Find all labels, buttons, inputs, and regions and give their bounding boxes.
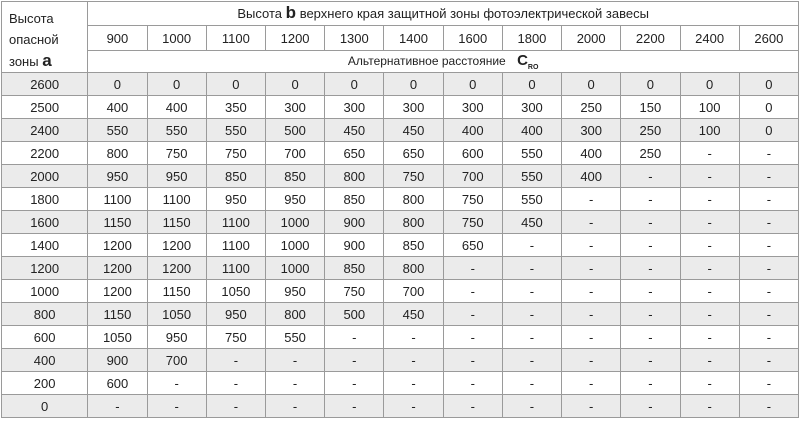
table-cell: - bbox=[443, 303, 502, 326]
table-cell: 600 bbox=[88, 372, 147, 395]
table-cell: 800 bbox=[88, 142, 147, 165]
table-cell: 0 bbox=[621, 73, 680, 96]
table-cell: 0 bbox=[739, 96, 798, 119]
table-cell: 750 bbox=[325, 280, 384, 303]
table-cell: - bbox=[680, 303, 739, 326]
table-cell: - bbox=[680, 280, 739, 303]
table-cell: - bbox=[325, 326, 384, 349]
table-cell: 900 bbox=[88, 349, 147, 372]
table-cell: - bbox=[739, 372, 798, 395]
table-cell: - bbox=[325, 395, 384, 418]
column-header: 1600 bbox=[443, 25, 502, 51]
table-cell: - bbox=[502, 280, 561, 303]
table-cell: - bbox=[502, 303, 561, 326]
table-cell: - bbox=[325, 349, 384, 372]
table-cell: - bbox=[384, 326, 443, 349]
table-cell: - bbox=[739, 349, 798, 372]
table-cell: - bbox=[621, 349, 680, 372]
table-cell: - bbox=[621, 165, 680, 188]
table-cell: 250 bbox=[621, 119, 680, 142]
table-cell: 900 bbox=[325, 211, 384, 234]
table-cell: 550 bbox=[265, 326, 324, 349]
table-cell: 1150 bbox=[147, 211, 206, 234]
table-cell: 0 bbox=[325, 73, 384, 96]
table-cell: 950 bbox=[88, 165, 147, 188]
table-cell: 400 bbox=[443, 119, 502, 142]
table-cell: 300 bbox=[325, 96, 384, 119]
table-cell: - bbox=[502, 234, 561, 257]
column-header: 2000 bbox=[562, 25, 621, 51]
table-cell: 1000 bbox=[265, 234, 324, 257]
table-cell: - bbox=[621, 395, 680, 418]
table-cell: - bbox=[621, 257, 680, 280]
table-cell: 400 bbox=[502, 119, 561, 142]
row-header: 1800 bbox=[2, 188, 88, 211]
table-cell: 450 bbox=[384, 119, 443, 142]
column-header: 1000 bbox=[147, 25, 206, 51]
table-cell: 950 bbox=[206, 188, 265, 211]
table-cell: 250 bbox=[621, 142, 680, 165]
table-cell: 350 bbox=[206, 96, 265, 119]
column-header: 1400 bbox=[384, 25, 443, 51]
title-prefix: Высота bbox=[237, 6, 283, 22]
table-cell: 550 bbox=[206, 119, 265, 142]
table-cell: 1200 bbox=[88, 257, 147, 280]
table-cell: 0 bbox=[147, 73, 206, 96]
table-cell: 1200 bbox=[88, 280, 147, 303]
table-cell: 950 bbox=[265, 188, 324, 211]
table-cell: - bbox=[680, 326, 739, 349]
table-cell: 1150 bbox=[88, 211, 147, 234]
table-row bbox=[2, 280, 799, 303]
table-cell: 0 bbox=[739, 119, 798, 142]
table-cell: - bbox=[562, 211, 621, 234]
table-cell: 400 bbox=[562, 142, 621, 165]
table-cell: - bbox=[739, 234, 798, 257]
row-header: 1200 bbox=[2, 257, 88, 280]
table-cell: - bbox=[443, 280, 502, 303]
table-cell: - bbox=[621, 372, 680, 395]
table-cell: - bbox=[680, 372, 739, 395]
table-cell: - bbox=[443, 372, 502, 395]
table-cell: 800 bbox=[384, 188, 443, 211]
column-header: 1100 bbox=[206, 25, 265, 51]
table-cell: - bbox=[384, 349, 443, 372]
table-cell: 500 bbox=[325, 303, 384, 326]
title-suffix: верхнего края защитной зоны фотоэлектрической завесы bbox=[299, 6, 649, 22]
table-cell: 950 bbox=[265, 280, 324, 303]
table-cell: - bbox=[739, 280, 798, 303]
table-cell: - bbox=[680, 349, 739, 372]
symbol-a: a bbox=[42, 51, 52, 70]
table-cell: - bbox=[562, 395, 621, 418]
table-cell: 1200 bbox=[147, 257, 206, 280]
table-cell: - bbox=[562, 349, 621, 372]
table-cell: 700 bbox=[443, 165, 502, 188]
table-row bbox=[2, 303, 799, 326]
table-cell: - bbox=[384, 372, 443, 395]
table-cell: - bbox=[739, 326, 798, 349]
table-cell: 750 bbox=[443, 211, 502, 234]
table-cell: 650 bbox=[384, 142, 443, 165]
table-row bbox=[2, 188, 799, 211]
table-cell: 800 bbox=[265, 303, 324, 326]
table-cell: - bbox=[265, 349, 324, 372]
row-header: 800 bbox=[2, 303, 88, 326]
table-cell: 400 bbox=[147, 96, 206, 119]
table-cell: - bbox=[621, 188, 680, 211]
table-cell: - bbox=[206, 349, 265, 372]
table-cell: - bbox=[562, 234, 621, 257]
safety-distance-table bbox=[1, 1, 799, 418]
column-group-title bbox=[88, 2, 799, 26]
symbol-ro: RO bbox=[527, 64, 539, 72]
alt-distance-text: Альтернативное расстояние bbox=[347, 54, 506, 69]
table-cell: 700 bbox=[147, 349, 206, 372]
table-cell: 800 bbox=[384, 211, 443, 234]
title-row bbox=[2, 2, 799, 26]
table-cell: - bbox=[325, 372, 384, 395]
table-cell: 750 bbox=[147, 142, 206, 165]
row-header: 2000 bbox=[2, 165, 88, 188]
table-cell: - bbox=[562, 303, 621, 326]
table-cell: - bbox=[443, 349, 502, 372]
table-cell: 1100 bbox=[147, 188, 206, 211]
table-cell: 1050 bbox=[88, 326, 147, 349]
table-cell: 1150 bbox=[88, 303, 147, 326]
table-cell: - bbox=[562, 326, 621, 349]
table-row bbox=[2, 326, 799, 349]
table-cell: - bbox=[88, 395, 147, 418]
table-cell: 450 bbox=[325, 119, 384, 142]
table-cell: 300 bbox=[265, 96, 324, 119]
table-cell: 450 bbox=[502, 211, 561, 234]
table-cell: - bbox=[502, 257, 561, 280]
table-cell: - bbox=[621, 211, 680, 234]
column-header: 2600 bbox=[739, 25, 798, 51]
table-cell: 1050 bbox=[206, 280, 265, 303]
table-cell: 650 bbox=[325, 142, 384, 165]
column-header: 2200 bbox=[621, 25, 680, 51]
alt-distance-label bbox=[88, 51, 799, 73]
table-cell: - bbox=[680, 142, 739, 165]
row-header: 400 bbox=[2, 349, 88, 372]
table-cell: 0 bbox=[502, 73, 561, 96]
table-cell: - bbox=[562, 257, 621, 280]
row-header: 2400 bbox=[2, 119, 88, 142]
table-cell: 1150 bbox=[147, 280, 206, 303]
table-cell: 700 bbox=[384, 280, 443, 303]
table-cell: - bbox=[443, 257, 502, 280]
table-cell: - bbox=[621, 280, 680, 303]
table-row bbox=[2, 165, 799, 188]
table-cell: 1200 bbox=[147, 234, 206, 257]
table-cell: 0 bbox=[443, 73, 502, 96]
table-cell: - bbox=[206, 372, 265, 395]
table-cell: 550 bbox=[502, 165, 561, 188]
table-cell: - bbox=[739, 395, 798, 418]
table-cell: 900 bbox=[325, 234, 384, 257]
table-cell: 0 bbox=[739, 73, 798, 96]
column-header: 900 bbox=[88, 25, 147, 51]
table-cell: 550 bbox=[502, 142, 561, 165]
row-header: 2200 bbox=[2, 142, 88, 165]
table-cell: 1100 bbox=[88, 188, 147, 211]
table-cell: 850 bbox=[384, 234, 443, 257]
table-cell: 750 bbox=[384, 165, 443, 188]
table-row bbox=[2, 234, 799, 257]
table-cell: 1200 bbox=[88, 234, 147, 257]
symbol-b: b bbox=[285, 3, 297, 23]
table-row bbox=[2, 96, 799, 119]
table-cell: 1100 bbox=[206, 234, 265, 257]
table-cell: 1050 bbox=[147, 303, 206, 326]
table-cell: 150 bbox=[621, 96, 680, 119]
table-cell: - bbox=[562, 372, 621, 395]
column-header: 1300 bbox=[325, 25, 384, 51]
row-header: 0 bbox=[2, 395, 88, 418]
table-cell: 850 bbox=[325, 257, 384, 280]
row-header: 1600 bbox=[2, 211, 88, 234]
table-cell: - bbox=[147, 395, 206, 418]
table-cell: 650 bbox=[443, 234, 502, 257]
symbol-c: C bbox=[517, 52, 528, 70]
table-cell: - bbox=[739, 142, 798, 165]
table-cell: - bbox=[147, 372, 206, 395]
table-cell: 400 bbox=[562, 165, 621, 188]
table-cell: - bbox=[502, 349, 561, 372]
table-cell: 300 bbox=[502, 96, 561, 119]
symbol-cro bbox=[517, 52, 539, 72]
row-header: 2600 bbox=[2, 73, 88, 96]
table-cell: - bbox=[739, 303, 798, 326]
table-cell: 550 bbox=[88, 119, 147, 142]
table-cell: - bbox=[621, 303, 680, 326]
table-row bbox=[2, 73, 799, 96]
table-cell: 1100 bbox=[206, 257, 265, 280]
table-cell: 1000 bbox=[265, 211, 324, 234]
table-cell: - bbox=[443, 395, 502, 418]
table-cell: - bbox=[562, 188, 621, 211]
table-cell: 800 bbox=[325, 165, 384, 188]
table-cell: 0 bbox=[562, 73, 621, 96]
table-row bbox=[2, 119, 799, 142]
column-header: 1800 bbox=[502, 25, 561, 51]
table-cell: 550 bbox=[147, 119, 206, 142]
table-cell: - bbox=[562, 280, 621, 303]
table-cell: - bbox=[739, 165, 798, 188]
row-header: 600 bbox=[2, 326, 88, 349]
table-cell: 950 bbox=[206, 303, 265, 326]
table-cell: 0 bbox=[680, 73, 739, 96]
table-row bbox=[2, 372, 799, 395]
table-cell: - bbox=[680, 165, 739, 188]
table-cell: 850 bbox=[206, 165, 265, 188]
table-row bbox=[2, 211, 799, 234]
table-cell: - bbox=[621, 234, 680, 257]
table-cell: 800 bbox=[384, 257, 443, 280]
table-cell: - bbox=[680, 395, 739, 418]
table-cell: 850 bbox=[265, 165, 324, 188]
column-header: 1200 bbox=[265, 25, 324, 51]
table-cell: - bbox=[206, 395, 265, 418]
table-cell: 1000 bbox=[265, 257, 324, 280]
table-cell: 500 bbox=[265, 119, 324, 142]
row-header: 200 bbox=[2, 372, 88, 395]
table-cell: 750 bbox=[206, 326, 265, 349]
table-row bbox=[2, 142, 799, 165]
table-cell: 300 bbox=[443, 96, 502, 119]
table-cell: - bbox=[265, 395, 324, 418]
table-cell: - bbox=[680, 257, 739, 280]
table-cell: 600 bbox=[443, 142, 502, 165]
table-cell: 950 bbox=[147, 165, 206, 188]
corner-line-2: опасной bbox=[9, 32, 59, 47]
table-cell: 450 bbox=[384, 303, 443, 326]
table-cell: - bbox=[265, 372, 324, 395]
table-cell: - bbox=[443, 326, 502, 349]
table-cell: 100 bbox=[680, 96, 739, 119]
table-cell: - bbox=[680, 188, 739, 211]
table-cell: - bbox=[621, 326, 680, 349]
table-cell: - bbox=[739, 188, 798, 211]
table-cell: 0 bbox=[384, 73, 443, 96]
table-cell: 0 bbox=[265, 73, 324, 96]
row-header: 2500 bbox=[2, 96, 88, 119]
column-header-row bbox=[2, 25, 799, 51]
table-cell: - bbox=[384, 395, 443, 418]
table-cell: 0 bbox=[88, 73, 147, 96]
table-cell: - bbox=[739, 211, 798, 234]
table-cell: 850 bbox=[325, 188, 384, 211]
table-cell: 300 bbox=[384, 96, 443, 119]
table-cell: - bbox=[502, 326, 561, 349]
table-cell: - bbox=[680, 211, 739, 234]
table-cell: 0 bbox=[206, 73, 265, 96]
table-cell: - bbox=[502, 372, 561, 395]
table-cell: 1100 bbox=[206, 211, 265, 234]
row-header: 1000 bbox=[2, 280, 88, 303]
alt-distance-row bbox=[2, 51, 799, 73]
table-cell: - bbox=[502, 395, 561, 418]
table-cell: 700 bbox=[265, 142, 324, 165]
table-cell: 300 bbox=[562, 119, 621, 142]
table-row bbox=[2, 349, 799, 372]
table-cell: 550 bbox=[502, 188, 561, 211]
table-cell: 100 bbox=[680, 119, 739, 142]
table-cell: - bbox=[680, 234, 739, 257]
table-cell: 400 bbox=[88, 96, 147, 119]
table-cell: 750 bbox=[443, 188, 502, 211]
row-header: 1400 bbox=[2, 234, 88, 257]
corner-line-1: Высота bbox=[9, 11, 54, 26]
row-header-label bbox=[2, 2, 88, 73]
table-cell: 250 bbox=[562, 96, 621, 119]
table-cell: - bbox=[739, 257, 798, 280]
table-cell: 750 bbox=[206, 142, 265, 165]
table-row bbox=[2, 395, 799, 418]
column-header: 2400 bbox=[680, 25, 739, 51]
table-cell: 950 bbox=[147, 326, 206, 349]
corner-line-3: зоны bbox=[9, 54, 39, 69]
table-row bbox=[2, 257, 799, 280]
